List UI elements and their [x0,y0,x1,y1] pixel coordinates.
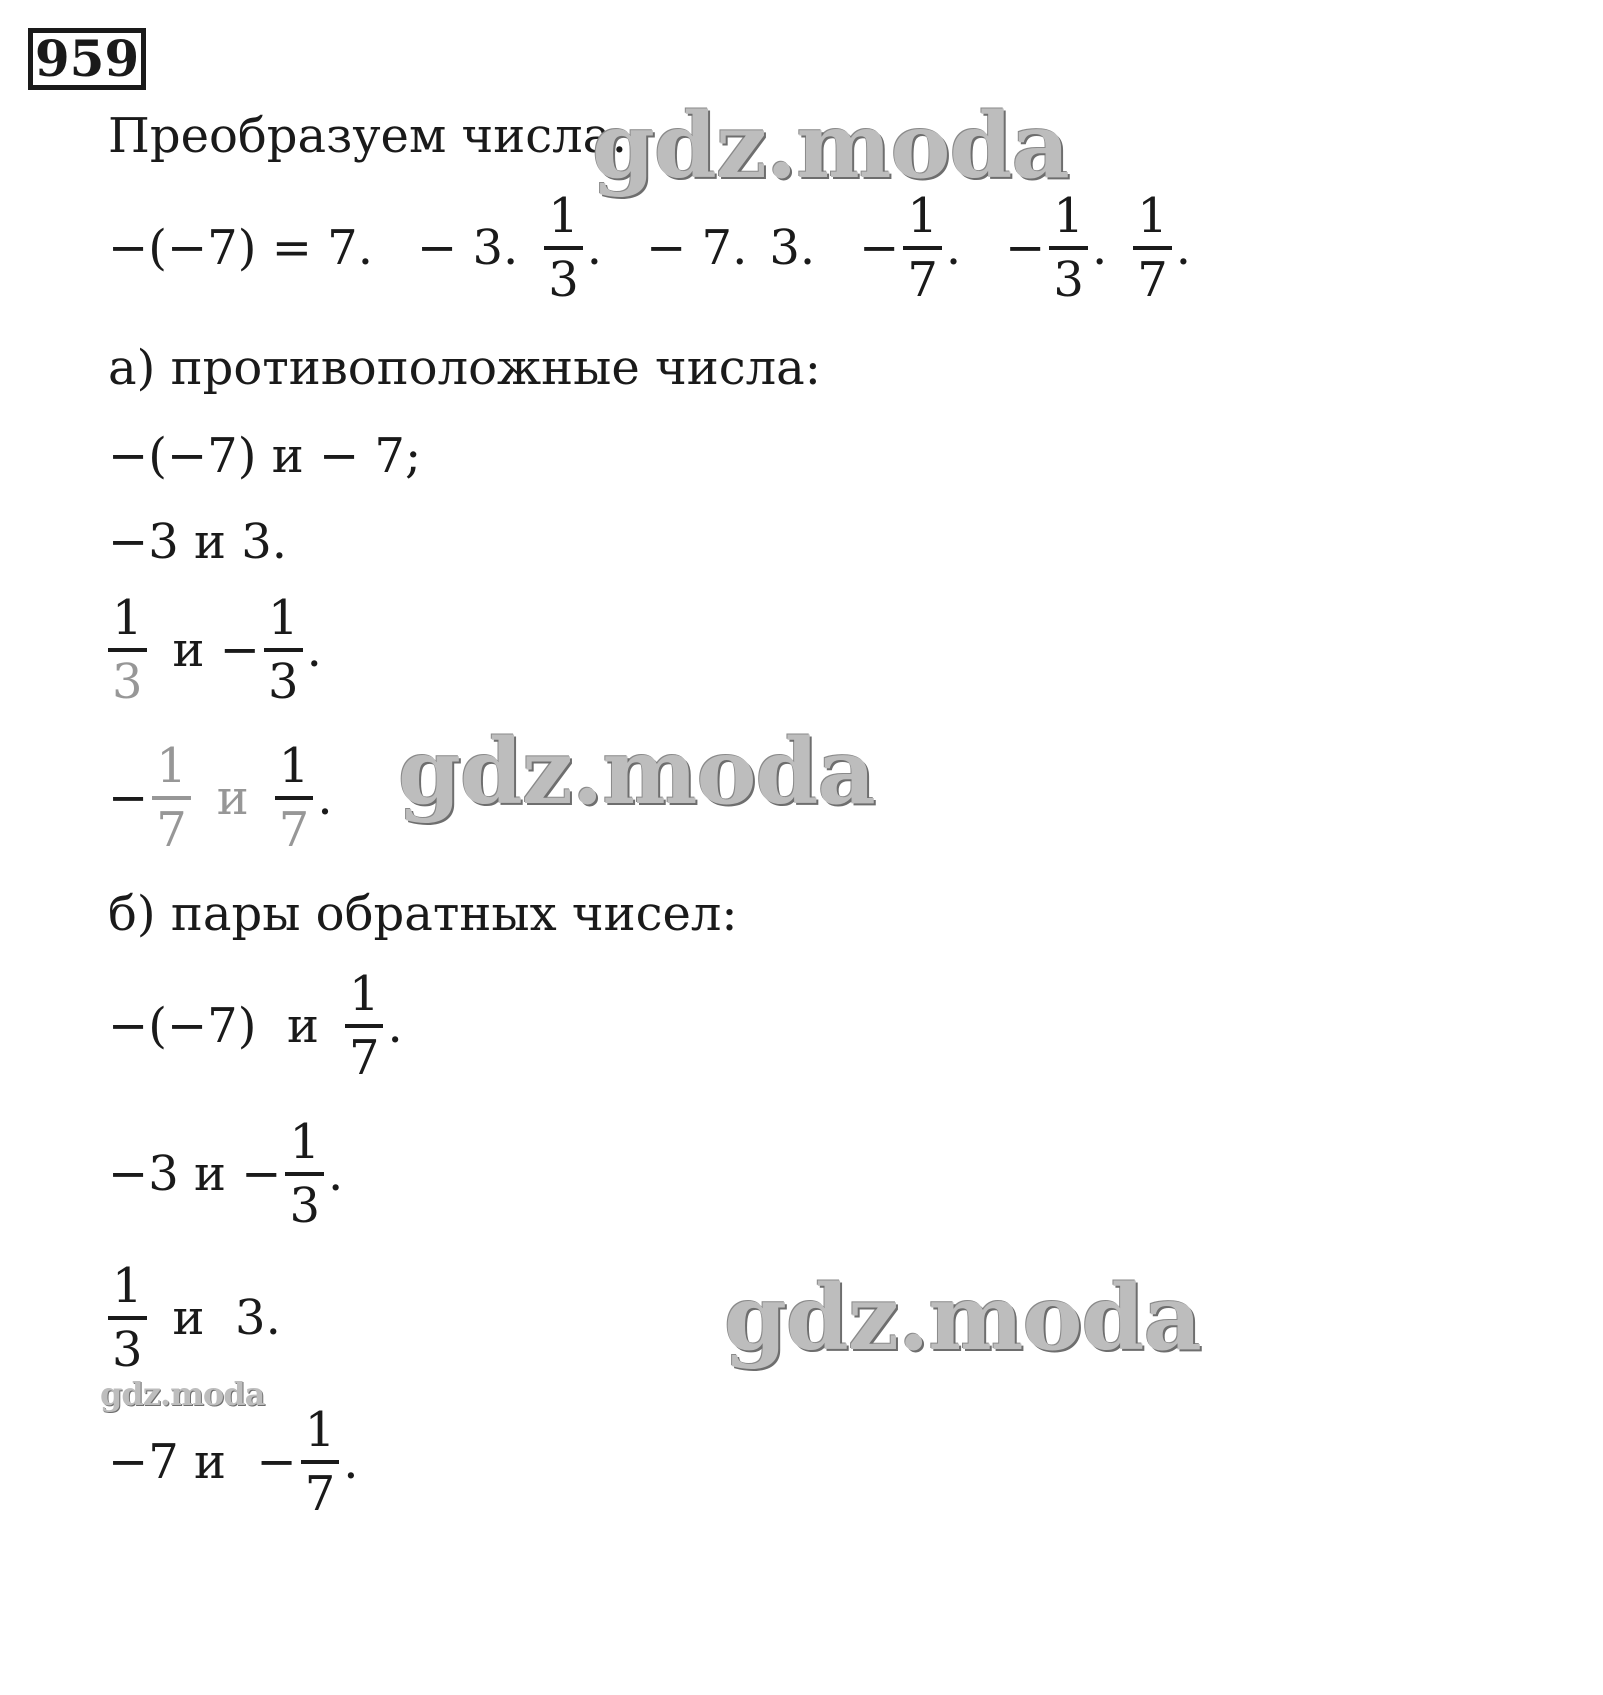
watermark: gdz.moda [398,719,875,825]
part-a-label: а) противоположные числа: [108,340,821,396]
part-b-pair-3: $\frac{1}{3}$ и 3. [104,1262,281,1374]
fraction-one-seventh: $\frac{1}{7}$ [152,742,191,854]
task-number: 959 [28,28,146,90]
term-neg-3: − 3. [416,220,519,276]
fraction-one-third: $\frac{1}{3}$ [285,1118,324,1230]
part-b-pair-1: −(−7) и $\frac{1}{7}$ . [108,966,403,1086]
part-b-pair-2: −3 и − $\frac{1}{3}$ . [108,1114,344,1234]
watermark: gdz.moda [724,1265,1201,1371]
term-3: 3. [769,220,816,276]
fraction-one-seventh: $\frac{1}{7}$ [275,742,314,854]
part-a-pair-4: − $\frac{1}{7}$ и $\frac{1}{7}$ . [108,738,333,858]
converted-numbers-line: −(−7) = 7. − 3. $\frac{1}{3}$ . − 7. 3. − $\frac{1}{7}$ . − $\frac{1}{3}$ . $\frac{1}{7}$ . [108,188,1192,308]
part-b-label: б) пары обратных чисел: [108,886,738,942]
fraction-one-seventh: $\frac{1}{7}$ [903,192,942,304]
fraction-one-third: $\frac{1}{3}$ [264,594,303,706]
watermark: gdz.moda [592,93,1069,199]
watermark-small: gdz.moda [100,1375,265,1413]
part-b-pair-4: −7 и − $\frac{1}{7}$ . [108,1402,359,1522]
fraction-one-third: $\frac{1}{3}$ [108,1262,147,1374]
fraction-one-third: $\frac{1}{3}$ [544,192,583,304]
expr-neg-neg-7: −(−7) = 7. [108,220,373,276]
intro-text: Преобразуем числа: [108,108,628,164]
fraction-one-third: $\frac{1}{3}$ [1049,192,1088,304]
fraction-one-seventh: $\frac{1}{7}$ [345,970,384,1082]
fraction-one-seventh: $\frac{1}{7}$ [1133,192,1172,304]
fraction-one-third: $\frac{1}{3}$ [108,594,147,706]
part-a-pair-1: −(−7) и − 7; [108,428,422,484]
part-a-pair-2: −3 и 3. [108,514,288,570]
fraction-one-seventh: $\frac{1}{7}$ [301,1406,340,1518]
term-neg-7: − 7. [646,220,748,276]
part-a-pair-3: $\frac{1}{3}$ и − $\frac{1}{3}$ . [104,594,322,706]
